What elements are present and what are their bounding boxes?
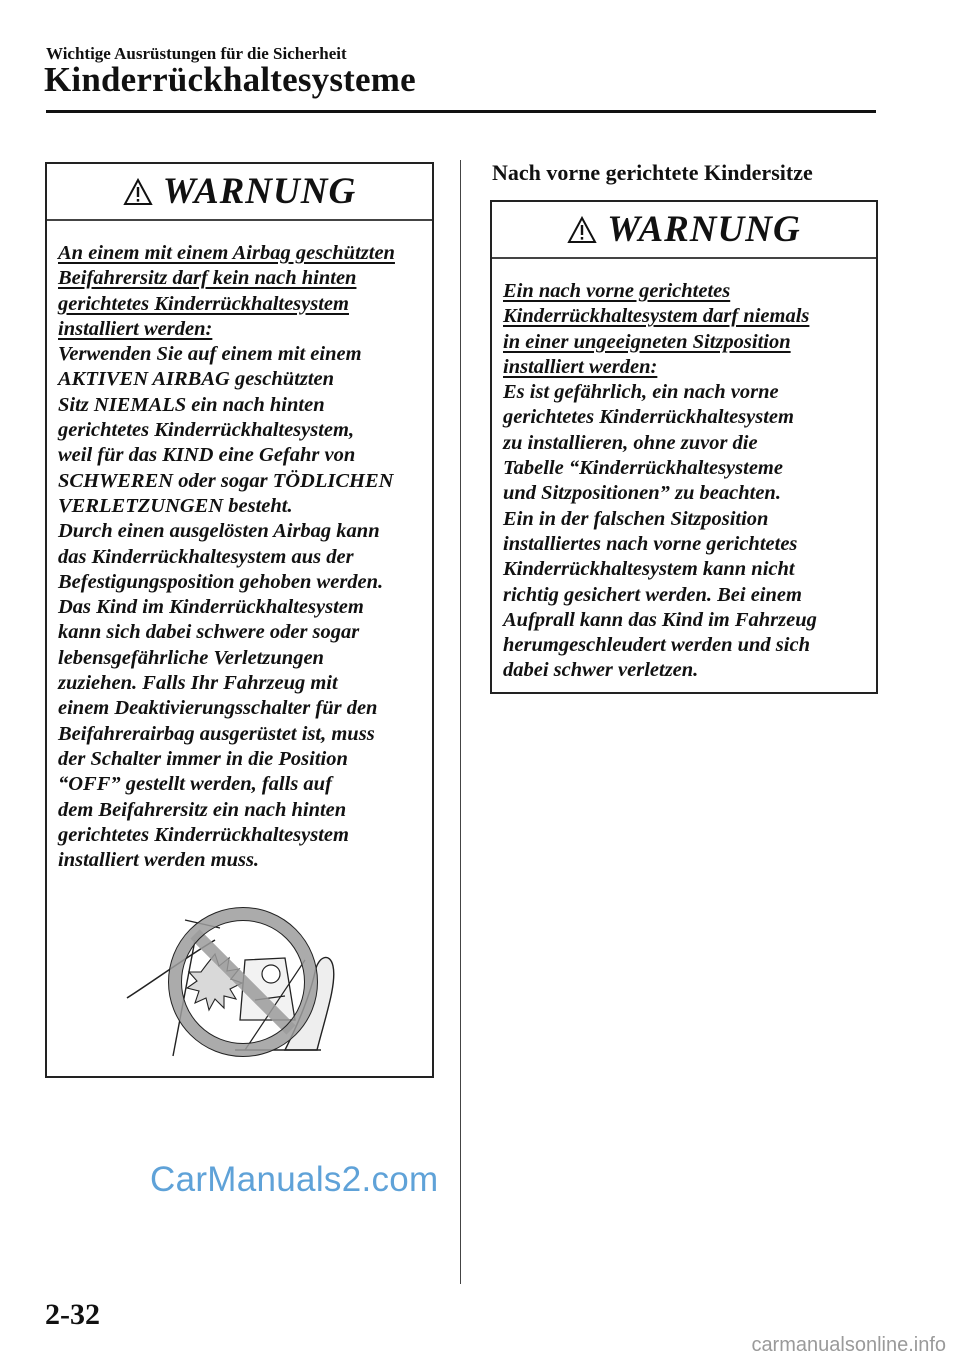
- watermark-logo: CarManuals2.com: [150, 1160, 439, 1199]
- warning-line: Kinderrückhaltesystem kann nicht: [503, 558, 795, 581]
- warning-title: WARNUNG: [162, 171, 357, 212]
- warning-triangle-icon: [567, 216, 597, 244]
- warning-line: Befestigungsposition gehoben werden.: [58, 570, 384, 593]
- warning-title: WARNUNG: [607, 209, 801, 250]
- warning-header: [492, 202, 876, 259]
- warning-line: und Sitzpositionen” zu beachten.: [503, 482, 781, 505]
- warning-triangle-icon: [123, 178, 153, 206]
- warning-line: “OFF” gestellt werden, falls auf: [58, 773, 332, 796]
- warning-line: Ein in der falschen Sitzposition: [503, 507, 769, 530]
- chapter-title: Kinderrückhaltesysteme: [44, 60, 416, 99]
- warning-line: Beifahrerairbag ausgerüstet ist, muss: [58, 722, 375, 745]
- warning-line: Das Kind im Kinderrückhaltesystem: [58, 596, 364, 619]
- warning-line: das Kinderrückhaltesystem aus der: [58, 545, 354, 568]
- footer-site: carmanualsonline.info: [751, 1334, 946, 1356]
- warning-line: VERLETZUNGEN besteht.: [58, 494, 293, 517]
- warning-line: Durch einen ausgelösten Airbag kann: [58, 520, 380, 543]
- warning-line: zuziehen. Falls Ihr Fahrzeug mit: [58, 672, 338, 695]
- warning-heading-line: in einer ungeeigneten Sitzposition: [503, 330, 791, 353]
- warning-line: AKTIVEN AIRBAG geschützten: [58, 368, 335, 391]
- warning-line: Es ist gefährlich, ein nach vorne: [503, 381, 779, 404]
- warning-line: gerichtetes Kinderrückhaltesystem: [58, 823, 349, 846]
- warning-line: Aufprall kann das Kind im Fahrzeug: [503, 608, 817, 631]
- page-number: 2-32: [45, 1298, 100, 1331]
- warning-line: installiert werden muss.: [58, 849, 260, 872]
- warning-line: dem Beifahrersitz ein nach hinten: [58, 798, 347, 821]
- warning-header: [47, 164, 432, 221]
- warning-text: [492, 259, 876, 684]
- warning-heading-line: Kinderrückhaltesystem darf niemals: [503, 305, 810, 328]
- warning-heading-line: installiert werden:: [58, 317, 213, 340]
- warning-line: weil für das KIND eine Gefahr von: [58, 444, 356, 467]
- warning-line: der Schalter immer in die Position: [58, 747, 348, 770]
- warning-line: dabei schwer verletzen.: [503, 659, 699, 682]
- warning-box-forward-facing: [490, 200, 878, 694]
- warning-line: gerichtetes Kinderrückhaltesystem,: [58, 419, 355, 442]
- warning-line: installiertes nach vorne gerichtetes: [503, 532, 798, 555]
- warning-line: Verwenden Sie auf einem mit einem: [58, 343, 362, 366]
- warning-line: herumgeschleudert werden und sich: [503, 634, 810, 657]
- section-label: Wichtige Ausrüstungen für die Sicherheit: [46, 44, 347, 63]
- warning-heading-line: gerichtetes Kinderrückhaltesystem: [58, 292, 349, 315]
- header-rule: [46, 110, 876, 113]
- warning-line: richtig gesichert werden. Bei einem: [503, 583, 802, 606]
- warning-line: gerichtetes Kinderrückhaltesystem: [503, 406, 794, 429]
- warning-text: [47, 221, 432, 873]
- warning-heading-line: Beifahrersitz darf kein nach hinten: [58, 267, 357, 290]
- warning-heading-line: Ein nach vorne gerichtetes: [503, 280, 731, 302]
- column-divider: [460, 160, 461, 1284]
- warning-line: einem Deaktivierungsschalter für den: [58, 697, 378, 720]
- warning-line: Tabelle “Kinderrückhaltesysteme: [503, 457, 783, 480]
- prohibited-rear-facing-seat-airbag-illustration: [125, 900, 365, 1062]
- warning-heading-line: An einem mit einem Airbag geschützten: [58, 242, 395, 264]
- warning-heading-line: installiert werden:: [503, 355, 658, 378]
- section-heading-forward-facing: Nach vorne gerichtete Kindersitze: [492, 160, 813, 185]
- warning-line: lebensgefährliche Verletzungen: [58, 646, 324, 669]
- warning-line: kann sich dabei schwere oder sogar: [58, 621, 360, 644]
- warning-line: SCHWEREN oder sogar TÖDLICHEN: [58, 469, 394, 492]
- warning-line: Sitz NIEMALS ein nach hinten: [58, 393, 325, 416]
- warning-line: zu installieren, ohne zuvor die: [503, 431, 758, 454]
